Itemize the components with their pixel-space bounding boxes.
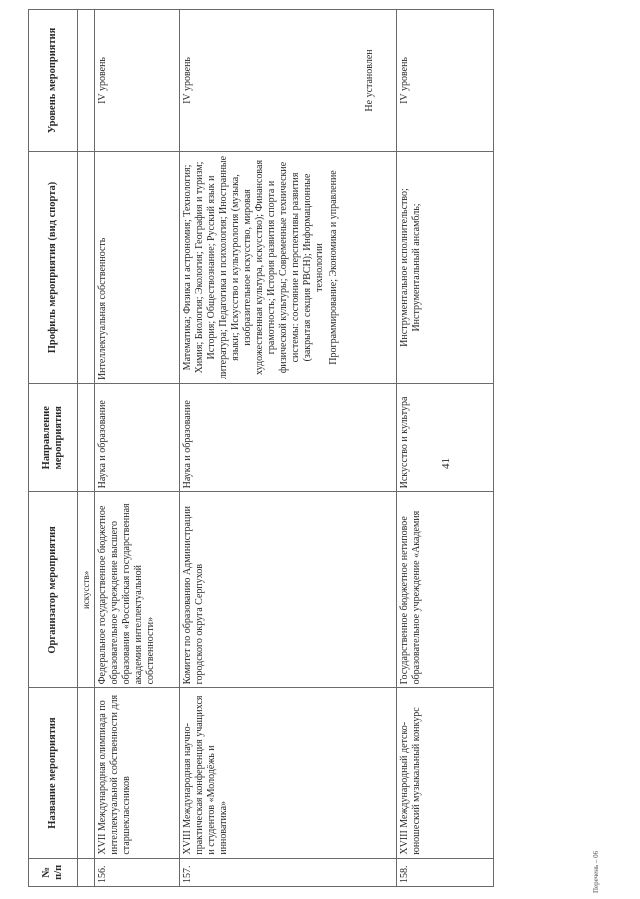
header-num: № п/п (29, 858, 78, 886)
row-num: 158. (397, 858, 494, 886)
row-level-extra: Не установлен (364, 49, 375, 112)
row-level: IV уровень (182, 57, 193, 104)
carry-over-row (78, 10, 95, 887)
row-name: XVII Международная олимпиада по интеллектуальной собственности для старшеклассников (95, 688, 180, 858)
row-direction: Наука и образование (95, 384, 180, 492)
row-level-cell (180, 10, 397, 152)
footer-note: Перечень – 06 (592, 850, 600, 893)
carry-over-organizer: искусств» (78, 492, 95, 688)
row-organizer: Федеральное государственное бюджетное образовательное учреждение высшего образования «Российская государственная академия интеллектуальной собственности» (95, 492, 180, 688)
row-profile: Математика; Физика и астрономия; Технология; Химия; Биология; Экология; География и туризм; История; Обществознание; Русский язык и литература; Педагогика и психология; Иностранные языки; Искусство и культурология (музыка, изобразительное искусство, мировая художественная культура, искусство); Финансовая грамотность; История развития спорта и физической культуры; Современные технические системы: состояние и перспективы развития (закрытая секция РВСН); Информационные технологии (182, 155, 325, 380)
row-profile-extra: Программирование; Экономика и управление (328, 170, 339, 365)
row-profile: Инструментальное исполнительство; Инструментальный ансамбль; (397, 151, 494, 383)
row-level: IV уровень (397, 10, 494, 152)
table-row (397, 10, 494, 887)
header-name: Название мероприятия (29, 688, 78, 858)
header-level: Уровень мероприятия (29, 10, 78, 152)
row-organizer: Комитет по образованию Администрации городского округа Серпухов (180, 492, 397, 688)
table-row (95, 10, 180, 887)
row-num: 157. (180, 858, 397, 886)
row-profile: Интеллектуальная собственность (95, 151, 180, 383)
row-direction: Искусство и культура (397, 384, 494, 492)
header-profile: Профиль мероприятия (вид спорта) (29, 151, 78, 383)
table-header-row (29, 10, 78, 887)
header-organizer: Организатор мероприятия (29, 492, 78, 688)
row-direction: Наука и образование (180, 384, 397, 492)
row-name: XVIII Международный детско-юношеский музыкальный конкурс (397, 688, 494, 858)
row-num: 156. (95, 858, 180, 886)
table-row (180, 10, 397, 887)
header-direction: Направление мероприятия (29, 384, 78, 492)
row-organizer: Государственное бюджетное нетиповое образовательное учреждение «Академия (397, 492, 494, 688)
row-level: IV уровень (95, 10, 180, 152)
page-number: 41 (440, 458, 452, 469)
row-profile-cell (180, 151, 397, 383)
events-table (28, 9, 494, 887)
row-name: XVIII Международная научно-практическая конференция учащихся и студентов «Молодёжь и инноватика» (180, 688, 397, 858)
